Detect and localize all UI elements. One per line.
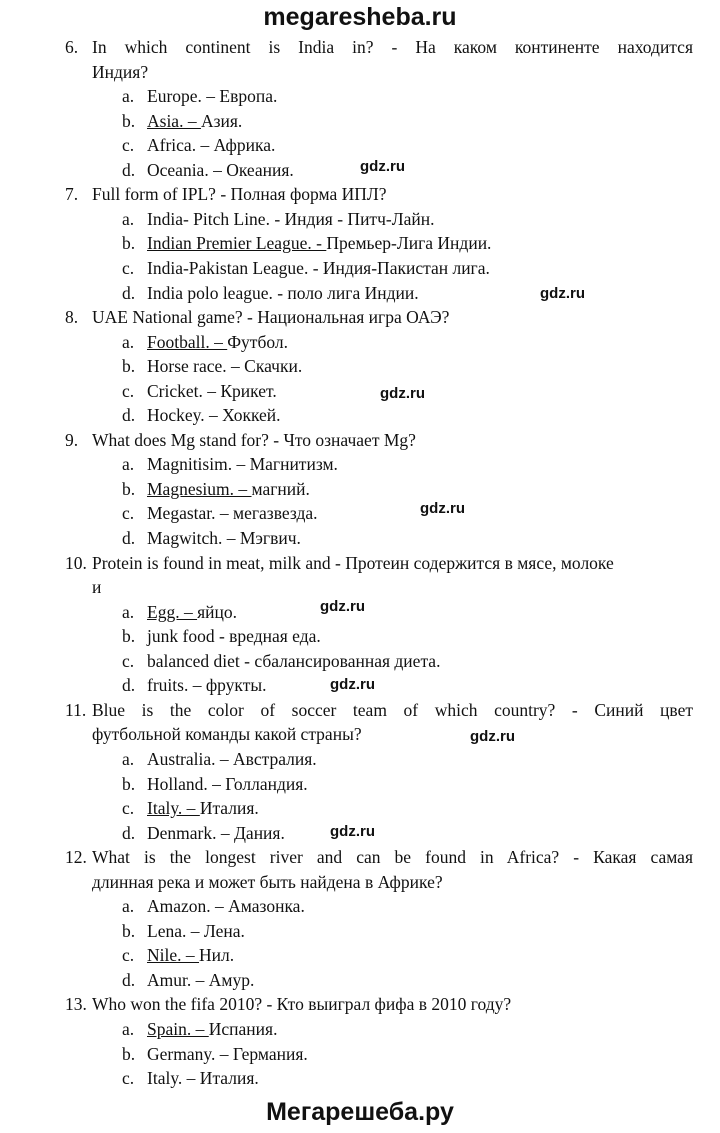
option-text: Australia. – Австралия. xyxy=(147,748,317,769)
answer-option xyxy=(147,379,277,403)
answer-option xyxy=(147,624,321,648)
option-text: Футбол. xyxy=(227,331,288,352)
answer-option xyxy=(147,133,275,157)
answer-option xyxy=(147,158,294,182)
option-letter: d. xyxy=(122,528,136,548)
question-text: UAE National game? - Национальная игра ОАЭ? xyxy=(92,307,450,328)
option-letter: a. xyxy=(122,454,135,475)
answer-option xyxy=(147,943,234,967)
question-text: Protein is found in meat, milk and - Протеин содержится в мясе, молоке xyxy=(92,552,614,573)
option-letter: b. xyxy=(122,773,136,794)
option-letter: d. xyxy=(122,675,136,696)
question-text: Who won the fifa 2010? - Кто выиграл фифа в 2010 году? xyxy=(92,994,512,1015)
answer-option xyxy=(147,673,266,697)
answer-option xyxy=(147,526,301,550)
option-text: магний. xyxy=(251,478,310,499)
question-number: 11. xyxy=(65,699,87,720)
option-text: Азия. xyxy=(200,110,243,131)
option-letter: b. xyxy=(122,110,136,131)
option-text: India polo league. - поло лига Индии. xyxy=(147,282,419,303)
question-number: 8. xyxy=(65,307,79,328)
option-text: яйцо. xyxy=(197,601,237,622)
question-text: и xyxy=(92,577,102,598)
option-text: Magwitch. – Мэгвич. xyxy=(147,528,301,548)
option-letter: a. xyxy=(122,1019,135,1039)
option-letter: c. xyxy=(122,135,135,156)
option-text: Премьер-Лига Индии. xyxy=(326,233,492,254)
option-text: India- Pitch Line. - Индия - Питч-Лайн. xyxy=(147,208,435,229)
option-text: Magnitisim. – Магнитизм. xyxy=(147,454,338,475)
question-number: 7. xyxy=(65,184,79,205)
question-text: футбольной команды какой страны? xyxy=(92,724,362,745)
watermark: gdz.ru xyxy=(330,676,375,693)
answer-option xyxy=(147,354,302,378)
answer-option xyxy=(147,501,318,525)
correct-answer-marker: Indian Premier League. - xyxy=(147,233,327,254)
watermark: gdz.ru xyxy=(380,385,425,402)
answer-option xyxy=(147,403,281,427)
option-text: India-Pakistan League. - Индия-Пакистан лига. xyxy=(147,257,490,278)
answer-option xyxy=(147,281,419,305)
option-text: Нил. xyxy=(199,945,235,966)
question-number: 10. xyxy=(65,552,87,573)
option-letter: c. xyxy=(122,1068,135,1089)
option-letter: d. xyxy=(122,282,136,303)
option-letter: c. xyxy=(122,945,135,966)
option-letter: c. xyxy=(122,257,135,278)
option-text: Italy. – Италия. xyxy=(147,1068,259,1089)
option-letter: b. xyxy=(122,920,136,941)
option-letter: b. xyxy=(122,233,136,254)
option-text: Horse race. – Скачки. xyxy=(147,356,303,377)
option-letter: d. xyxy=(122,405,136,426)
option-text: Испания. xyxy=(208,1019,278,1039)
question-text: Индия? xyxy=(92,61,149,82)
option-letter: a. xyxy=(122,748,135,769)
answer-option xyxy=(147,109,242,133)
option-letter: a. xyxy=(122,601,135,622)
correct-answer-marker: Magnesium. – xyxy=(147,478,252,499)
question-text: Full form of IPL? - Полная форма ИПЛ? xyxy=(92,184,387,205)
site-footer: Мегарешеба.ру xyxy=(266,1098,454,1126)
option-letter: a. xyxy=(122,331,135,352)
answer-option xyxy=(147,772,308,796)
answer-option xyxy=(147,1042,308,1066)
answer-option xyxy=(147,649,440,673)
question-number: 9. xyxy=(65,429,79,450)
option-text: Oceania. – Океания. xyxy=(147,159,294,180)
answer-option xyxy=(147,600,237,624)
option-text: Megastar. – мегазвезда. xyxy=(147,503,318,524)
option-text: balanced diet - сбалансированная диета. xyxy=(147,650,441,671)
answer-option xyxy=(147,1017,277,1041)
option-letter: c. xyxy=(122,380,135,401)
option-text: Holland. – Голландия. xyxy=(147,773,308,794)
correct-answer-marker: Asia. – xyxy=(147,110,201,131)
option-text: Denmark. – Дания. xyxy=(147,822,285,843)
option-text: Cricket. – Крикет. xyxy=(147,380,277,401)
watermark: gdz.ru xyxy=(470,728,515,745)
option-letter: c. xyxy=(122,650,135,671)
answer-option xyxy=(147,452,338,476)
correct-answer-marker: Italy. – xyxy=(147,798,200,819)
option-text: Africa. – Африка. xyxy=(147,135,276,156)
option-letter: a. xyxy=(122,896,135,917)
option-letter: b. xyxy=(122,356,136,377)
watermark: gdz.ru xyxy=(420,500,465,517)
question-text: What does Mg stand for? - Что означает Mg? xyxy=(92,429,416,450)
option-letter: a. xyxy=(122,86,135,107)
question-text: In which continent is India in? - На каком континенте находится xyxy=(92,37,693,57)
option-letter: b. xyxy=(122,1043,136,1064)
option-text: Lena. – Лена. xyxy=(147,920,245,941)
option-letter: b. xyxy=(122,478,136,499)
option-text: Amur. – Амур. xyxy=(147,969,255,990)
answer-option xyxy=(147,207,434,231)
option-text: junk food - вредная еда. xyxy=(147,626,321,647)
watermark: gdz.ru xyxy=(360,158,405,175)
option-letter: c. xyxy=(122,503,135,524)
answer-option xyxy=(147,477,310,501)
answer-option xyxy=(147,968,254,992)
option-text: fruits. – фрукты. xyxy=(147,675,267,696)
correct-answer-marker: Football. – xyxy=(147,331,228,352)
option-text: Amazon. – Амазонка. xyxy=(147,896,305,917)
answer-option xyxy=(147,231,491,255)
site-header: megaresheba.ru xyxy=(263,3,457,31)
option-text: Hockey. – Хоккей. xyxy=(147,405,281,426)
option-letter: a. xyxy=(122,208,135,229)
answer-option xyxy=(147,919,245,943)
option-letter: d. xyxy=(122,159,136,180)
question-number: 13. xyxy=(65,994,87,1015)
answer-option xyxy=(147,1066,259,1090)
option-letter: c. xyxy=(122,798,135,819)
watermark: gdz.ru xyxy=(540,285,585,302)
option-letter: d. xyxy=(122,969,136,990)
correct-answer-marker: Nile. – xyxy=(147,945,200,966)
option-letter: b. xyxy=(122,626,136,647)
watermark: gdz.ru xyxy=(320,598,365,615)
answer-option xyxy=(147,894,305,918)
question-text: What is the longest river and can be found in Africa? - Какая самая xyxy=(92,847,693,868)
answer-option xyxy=(147,796,259,820)
answer-option xyxy=(147,84,277,108)
question-text: Blue is the color of soccer team of which country? - Синий цвет xyxy=(92,699,693,720)
option-letter: d. xyxy=(122,822,136,843)
option-text: Europe. – Европа. xyxy=(147,86,278,107)
option-text: Germany. – Германия. xyxy=(147,1043,308,1064)
answer-option xyxy=(147,330,288,354)
option-text: Италия. xyxy=(199,798,259,819)
answer-option xyxy=(147,821,285,845)
question-text: длинная река и может быть найдена в Африке? xyxy=(92,871,443,892)
question-number: 6. xyxy=(65,37,79,57)
answer-option xyxy=(147,747,317,771)
answer-option xyxy=(147,256,490,280)
watermark: gdz.ru xyxy=(330,823,375,840)
question-number: 12. xyxy=(65,847,87,868)
correct-answer-marker: Spain. – xyxy=(147,1019,209,1039)
correct-answer-marker: Egg. – xyxy=(147,601,198,622)
